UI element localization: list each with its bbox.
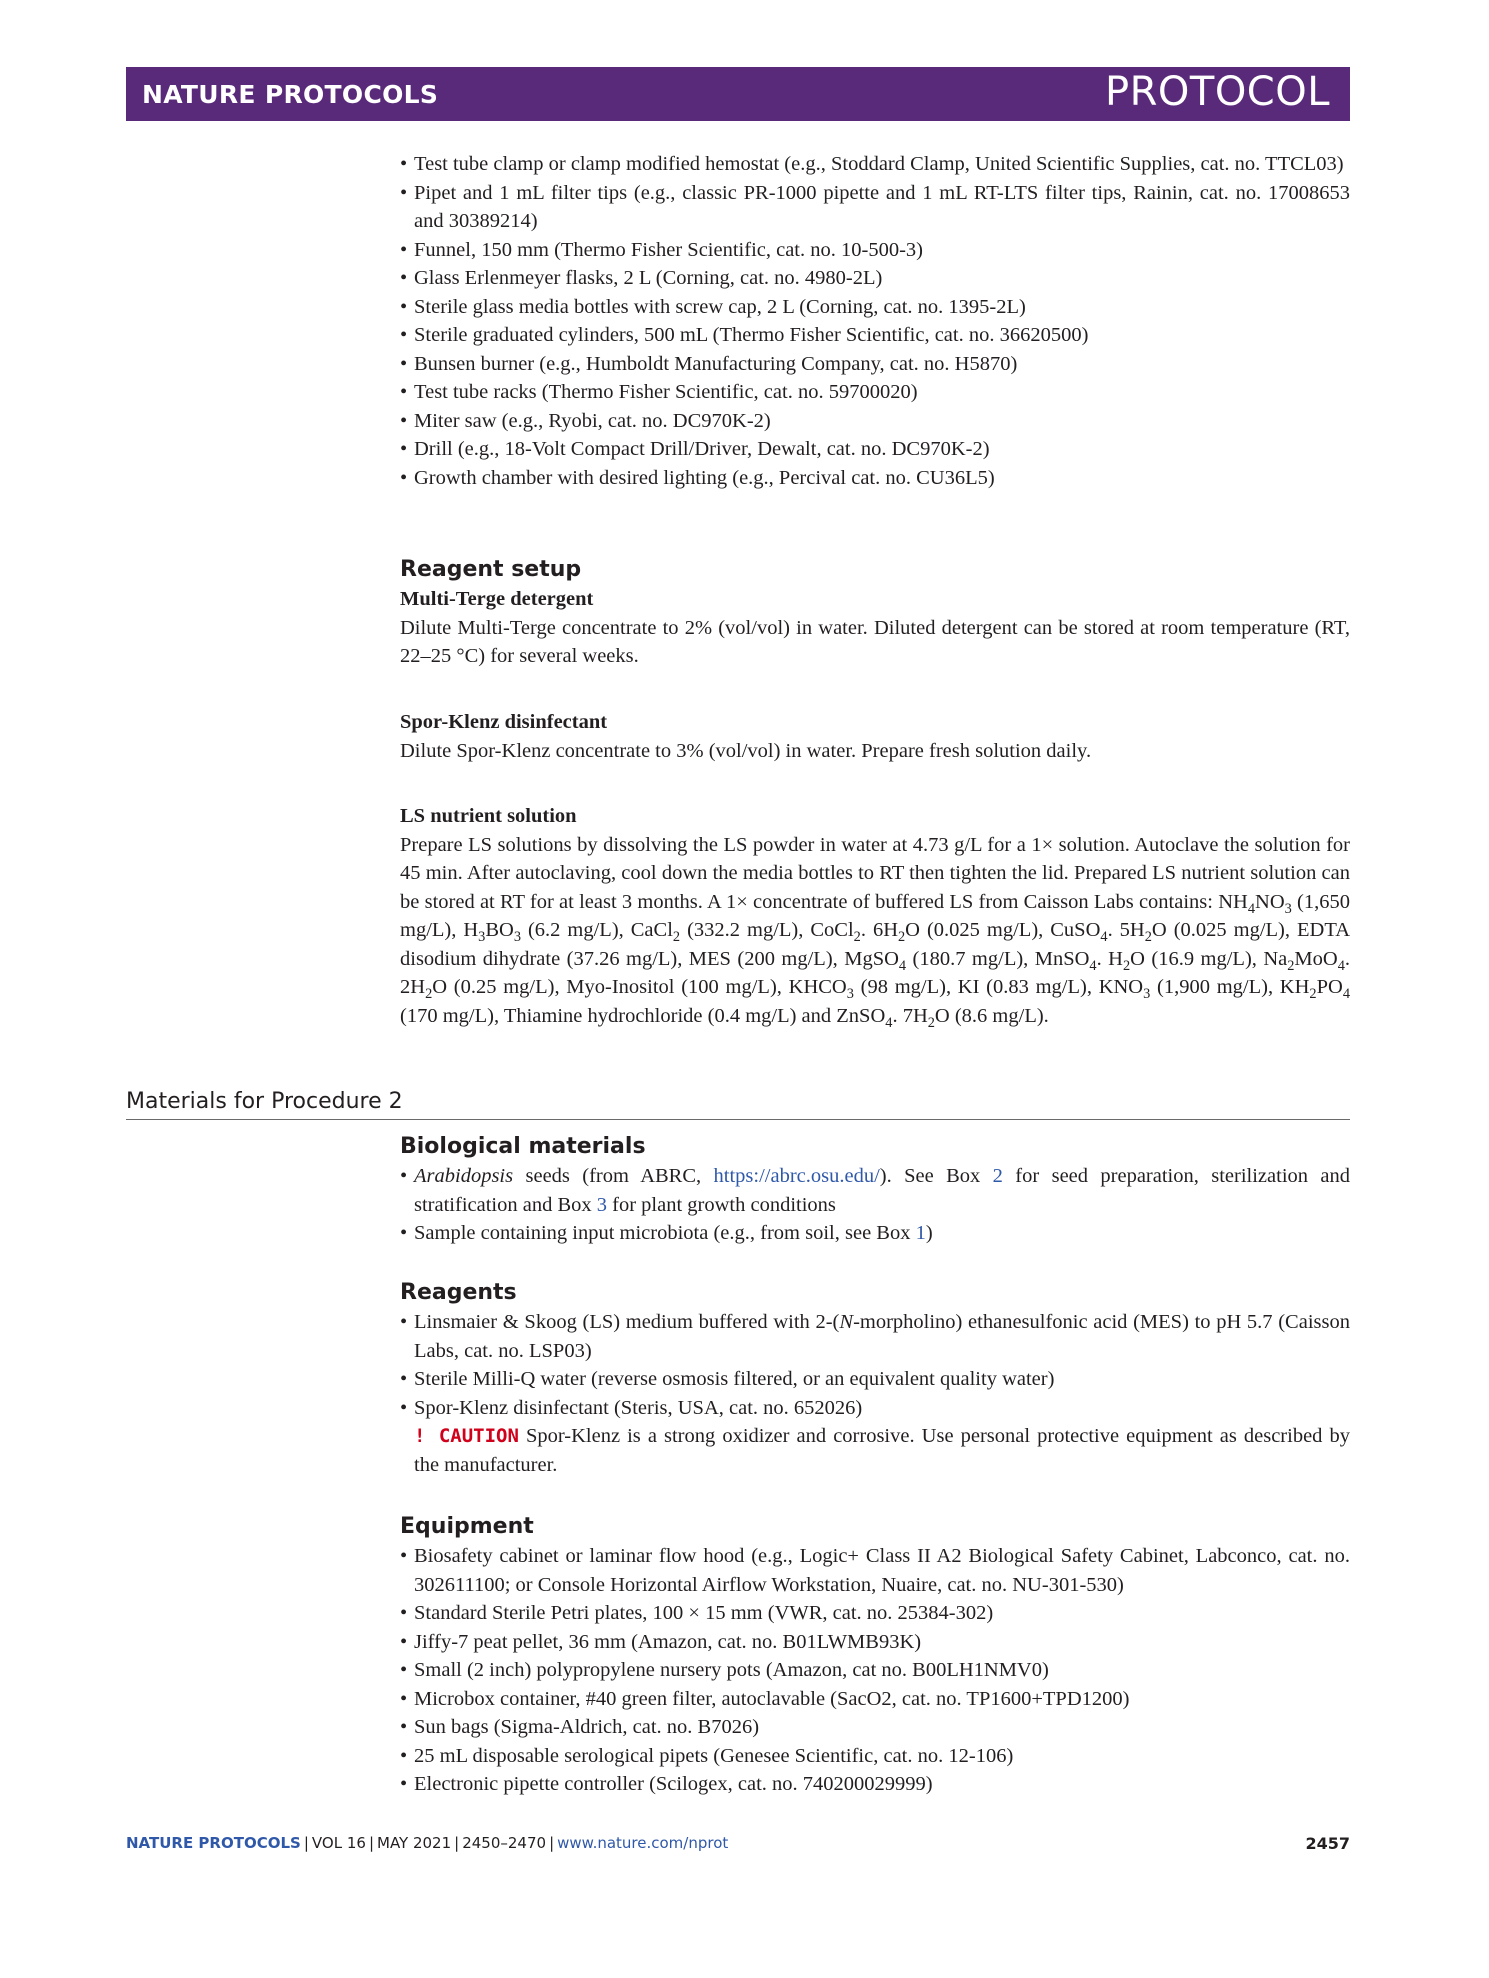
list-item: • Pipet and 1 mL filter tips (e.g., classic PR-1000 pipette and 1 mL RT-LTS filter tips, Rainin, cat. no. 17008653 and 30389214) [400, 179, 1350, 236]
bio-list [400, 1162, 1350, 1248]
list-item: • Test tube clamp or clamp modified hemostat (e.g., Stoddard Clamp, United Scientific Supplies, cat. no. TTCL03) [400, 150, 1350, 179]
procedure2-heading-rule [126, 1087, 1350, 1120]
header-bar [126, 67, 1350, 121]
list-item: • Sample containing input microbiota (e.g., from soil, see Box 1) [400, 1219, 1350, 1248]
list-item: • Growth chamber with desired lighting (e.g., Percival cat. no. CU36L5) [400, 464, 1350, 493]
page-footer: NATURE PROTOCOLS | VOL 16 | MAY 2021 | 2450–2470 | www.nature.com/nprot 2457 [126, 1834, 1350, 1853]
page-number: 2457 [1305, 1834, 1350, 1853]
section-heading: Equipment [400, 1514, 534, 1539]
footer-volume: VOL 16 [311, 1834, 366, 1852]
doc-type-label: PROTOCOL [1104, 69, 1330, 115]
list-item: • Microbox container, #40 green filter, autoclavable (SacO2, cat. no. TP1600+TPD1200) [400, 1685, 1350, 1714]
sporklenz-section [400, 708, 1350, 765]
list-item: • Sun bags (Sigma-Aldrich, cat. no. B7026) [400, 1713, 1350, 1742]
subsection-heading: LS nutrient solution [400, 805, 577, 827]
footer-journal: NATURE PROTOCOLS [126, 1834, 301, 1852]
list-item: • Electronic pipette controller (Scilogex, cat. no. 740200029999) [400, 1770, 1350, 1799]
list-item: • Small (2 inch) polypropylene nursery pots (Amazon, cat no. B00LH1NMV0) [400, 1656, 1350, 1685]
footer-date: MAY 2021 [377, 1834, 452, 1852]
footer-pages: 2450–2470 [462, 1834, 547, 1852]
biological-materials-section [400, 1132, 1350, 1248]
list-item: • Arabidopsis seeds (from ABRC, https://abrc.osu.edu/). See Box 2 for seed preparation, sterilization and stratification and Box 3 for plant growth conditions [400, 1162, 1350, 1219]
list-item: • Bunsen burner (e.g., Humboldt Manufacturing Company, cat. no. H5870) [400, 350, 1350, 379]
paragraph: Dilute Multi-Terge concentrate to 2% (vol/vol) in water. Diluted detergent can be stored at room temperature (RT, 22–25 °C) for several weeks. [400, 616, 1350, 667]
ls-solution-section [400, 802, 1350, 1030]
list-item: • Biosafety cabinet or laminar flow hood (e.g., Logic+ Class II A2 Biological Safety Cabinet, Labconco, cat. no. 302611100; or Console Horizontal Airflow Workstation, Nuaire, cat. no. NU-301-530) [400, 1542, 1350, 1599]
list-item: • Drill (e.g., 18-Volt Compact Drill/Driver, Dewalt, cat. no. DC970K-2) [400, 435, 1350, 464]
list-item: • Funnel, 150 mm (Thermo Fisher Scientific, cat. no. 10-500-3) [400, 236, 1350, 265]
section-heading: Biological materials [400, 1134, 646, 1159]
list-item: • Sterile Milli-Q water (reverse osmosis filtered, or an equivalent quality water) [400, 1365, 1350, 1394]
reagents-section [400, 1278, 1350, 1479]
subsection-heading: Multi-Terge detergent [400, 588, 594, 610]
list-item: • Miter saw (e.g., Ryobi, cat. no. DC970K-2) [400, 407, 1350, 436]
list-item: • Glass Erlenmeyer flasks, 2 L (Corning, cat. no. 4980-2L) [400, 264, 1350, 293]
equipment-list [400, 1542, 1350, 1799]
list-item: • Jiffy-7 peat pellet, 36 mm (Amazon, cat. no. B01LWMB93K) [400, 1628, 1350, 1657]
footer-url-link[interactable]: www.nature.com/nprot [557, 1834, 729, 1852]
box-3-link[interactable]: 3 [596, 1193, 607, 1216]
list-item: • Spor-Klenz disinfectant (Steris, USA, cat. no. 652026) [400, 1394, 1350, 1423]
list-item: • Sterile graduated cylinders, 500 mL (Thermo Fisher Scientific, cat. no. 36620500) [400, 321, 1350, 350]
list-item: • Sterile glass media bottles with screw cap, 2 L (Corning, cat. no. 1395-2L) [400, 293, 1350, 322]
section-heading: Reagent setup [400, 557, 582, 582]
reagent-setup-section [400, 555, 1350, 671]
reagents-list [400, 1308, 1350, 1422]
caution-note: ! CAUTION Spor-Klenz is a strong oxidizer and corrosive. Use personal protective equipment as described by the manufacturer. [414, 1425, 1350, 1476]
caution-tag: ! CAUTION [414, 1425, 519, 1447]
procedure2-heading: Materials for Procedure 2 [126, 1089, 403, 1114]
equipment-top-list [400, 150, 1350, 492]
subsection-heading: Spor-Klenz disinfectant [400, 711, 608, 733]
list-item: • Test tube racks (Thermo Fisher Scientific, cat. no. 59700020) [400, 378, 1350, 407]
box-1-link[interactable]: 1 [915, 1222, 926, 1244]
equipment-list-top [400, 150, 1350, 492]
abrc-link[interactable]: https://abrc.osu.edu/ [713, 1165, 880, 1187]
list-item: • 25 mL disposable serological pipets (Genesee Scientific, cat. no. 12-106) [400, 1742, 1350, 1771]
journal-name: NATURE PROTOCOLS [142, 80, 439, 109]
equipment-section [400, 1512, 1350, 1799]
list-item: • Linsmaier & Skoog (LS) medium buffered with 2-(N-morpholino) ethanesulfonic acid (MES) to pH 5.7 (Caisson Labs, cat. no. LSP03) [400, 1308, 1350, 1365]
paragraph: Dilute Spor-Klenz concentrate to 3% (vol/vol) in water. Prepare fresh solution daily. [400, 739, 1092, 762]
section-heading: Reagents [400, 1280, 517, 1305]
ls-paragraph: Prepare LS solutions by dissolving the LS powder in water at 4.73 g/L for a 1× solution. Autoclave the solution for 45 min. After autoclaving, cool down the media bottles to RT then tighten the lid. Prepared LS nutrient solution can be stored at RT for at least 3 months. A 1× concentrate of buffered LS from Caisson Labs contains: $NH_4NO_3$ (1,650 mg/L), $H_3BO_3$ (6.2 mg/L), CaCl$_2$ (332.2 mg/L), CoCl$_2$. $6H_2O$ (0.025 mg/L), CuSO$_4$. $5H_2O$ (0.025 mg/L), EDTA disodium dihydrate (37.26 mg/L), MES (200 mg/L), MgSO$_4$ (180.7 mg/L), MnSO$_4$. $H_2O$ (16.9 mg/L), $Na_2MoO_4$. $2H_2O$ (0.25 mg/L), Myo-Inositol (100 mg/L), $KHCO_3$ (98 mg/L), KI (0.83 mg/L), $KNO_3$ (1,900 mg/L), $KH_2PO_4$ (170 mg/L), Thiamine hydrochloride (0.4 mg/L) and ZnSO$_4$. $7H_2O$ (8.6 mg/L). [400, 833, 1351, 1031]
box-2-link[interactable]: 2 [992, 1165, 1003, 1187]
list-item: • Standard Sterile Petri plates, 100 × 15 mm (VWR, cat. no. 25384-302) [400, 1599, 1350, 1628]
